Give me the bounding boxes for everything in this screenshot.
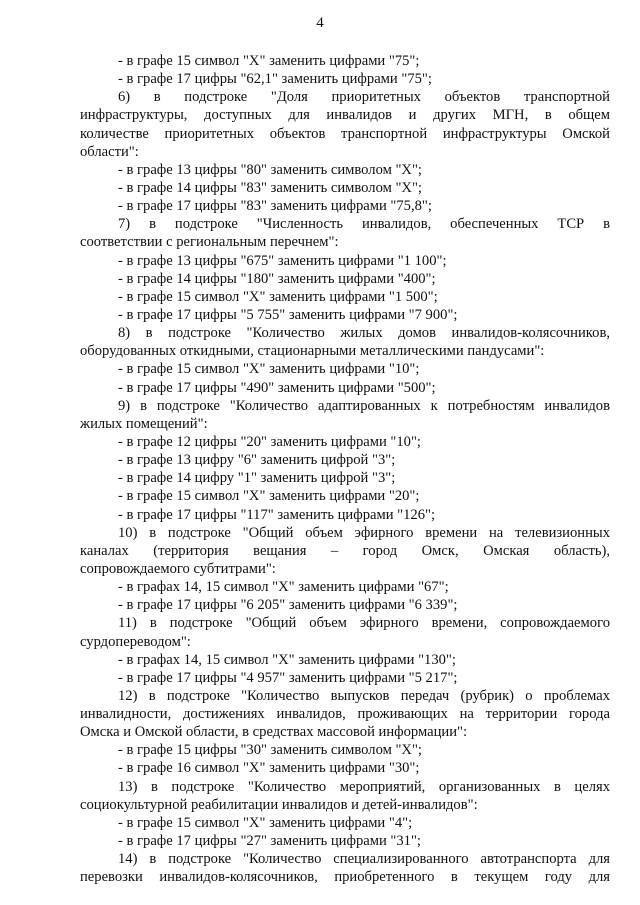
list-item: - в графе 15 цифры "30" заменить символом "Х"; (118, 742, 422, 759)
list-item: - в графах 14, 15 символ "Х" заменить цифрами "67"; (118, 579, 449, 596)
list-item: - в графе 17 цифры "27" заменить цифрами "31"; (118, 833, 421, 850)
list-item: - в графе 17 цифры "83" заменить цифрами "75,8"; (118, 198, 432, 215)
list-item: - в графе 17 цифры "490" заменить цифрами "500"; (118, 379, 436, 396)
list-item: - в графах 14, 15 символ "Х" заменить цифрами "130"; (118, 651, 456, 668)
paragraph-line: перевозки инвалидов-колясочников, приобретенного в текущем году для (80, 869, 610, 886)
paragraph-line: 11) в подстроке "Общий объем эфирного времени, сопровождаемого (118, 615, 610, 632)
paragraph-line: 7) в подстроке "Численность инвалидов, обеспеченных ТСР в (118, 216, 610, 233)
list-item: - в графе 13 цифру "6" заменить цифрой "3"; (118, 452, 396, 469)
list-item: - в графе 17 цифры "117" заменить цифрами "126"; (118, 506, 436, 523)
list-item: - в графе 15 символ "Х" заменить цифрами "1 500"; (118, 288, 438, 305)
list-item: - в графе 13 цифры "675" заменить цифрами "1 100"; (118, 252, 447, 269)
list-item: - в графе 12 цифры "20" заменить цифрами "10"; (118, 433, 421, 450)
paragraph-line: соответствии с региональным перечнем": (80, 234, 339, 251)
list-item: - в графе 17 цифры "6 205" заменить цифрами "6 339"; (118, 597, 458, 614)
paragraph-line: сопровождаемого субтитрами": (80, 560, 276, 577)
list-item: - в графе 17 цифры "4 957" заменить цифрами "5 217"; (118, 669, 458, 686)
paragraph-line: количестве приоритетных объектов транспортной инфраструктуры Омской (80, 125, 610, 142)
list-item: - в графе 17 цифры "62,1" заменить цифрами "75"; (118, 71, 432, 88)
list-item: - в графе 17 цифры "5 755" заменить цифрами "7 900"; (118, 306, 458, 323)
list-item: - в графе 14 цифру "1" заменить цифрой "3"; (118, 470, 396, 487)
paragraph-line: 12) в подстроке "Количество выпусков передач (рубрик) о проблемах (118, 687, 610, 704)
paragraph-line: инфраструктуры, доступных для инвалидов и других МГН, в общем (80, 107, 610, 124)
paragraph-line: социокультурной реабилитации инвалидов и детей-инвалидов": (80, 796, 478, 813)
paragraph-line: 10) в подстроке "Общий объем эфирного времени на телевизионных (118, 524, 610, 541)
paragraph-line: оборудованных откидными, стационарными металлическими пандусами": (80, 343, 545, 360)
paragraph-line: области": (80, 143, 139, 160)
paragraph-line: сурдопереводом": (80, 633, 191, 650)
list-item: - в графе 14 цифры "180" заменить цифрами "400"; (118, 270, 436, 287)
paragraph-line: 14) в подстроке "Количество специализированного автотранспорта для (118, 851, 610, 868)
paragraph-line: 9) в подстроке "Количество адаптированных к потребностям инвалидов (118, 397, 610, 414)
list-item: - в графе 16 символ "Х" заменить цифрами "30"; (118, 760, 420, 777)
list-item: - в графе 13 цифры "80" заменить символом "Х"; (118, 161, 422, 178)
paragraph-line: 13) в подстроке "Количество мероприятий, организованных в целях (118, 778, 610, 795)
paragraph-line: 6) в подстроке "Доля приоритетных объектов транспортной (118, 89, 610, 106)
paragraph-line: каналах (территория вещания – город Омск, Омская область), (80, 542, 610, 559)
paragraph-line: Омска и Омской области, в средствах массовой информации": (80, 724, 468, 741)
document-body (80, 52, 610, 886)
list-item: - в графе 15 символ "Х" заменить цифрами "4"; (118, 814, 413, 831)
page-number: 4 (316, 15, 324, 31)
paragraph-line: жилых помещений": (80, 415, 208, 432)
list-item: - в графе 15 символ "Х" заменить цифрами "10"; (118, 361, 420, 378)
list-item: - в графе 15 символ "Х" заменить цифрами "75"; (118, 53, 420, 69)
list-item: - в графе 14 цифры "83" заменить символом "Х"; (118, 179, 422, 196)
list-item: - в графе 15 символ "Х" заменить цифрами "20"; (118, 488, 420, 505)
paragraph-line: 8) в подстроке "Количество жилых домов инвалидов-колясочников, (118, 325, 610, 342)
paragraph-line: инвалидности, достижениях инвалидов, проживающих на территории города (80, 706, 610, 723)
